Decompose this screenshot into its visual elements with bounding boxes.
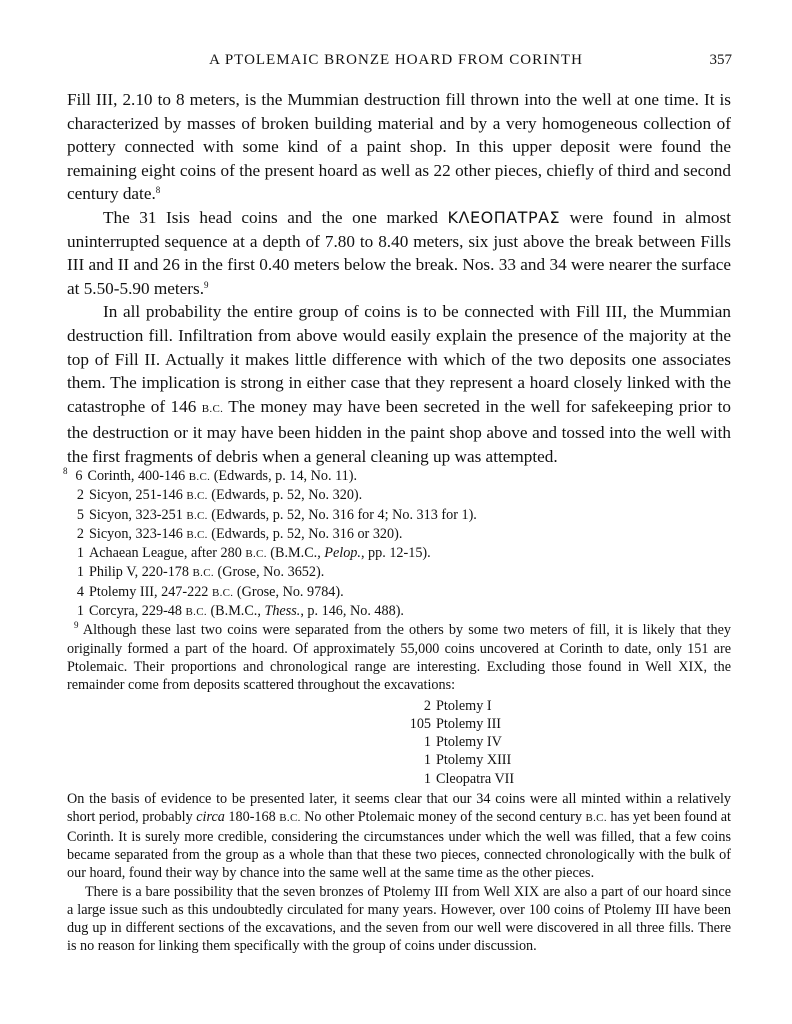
- coin-list-item: 2 Sicyon, 323-146 B.C. (Edwards, p. 52, No. 316 or 320).: [76, 525, 403, 542]
- coin-list-item: 5 Sicyon, 323-251 B.C. (Edwards, p. 52, No. 316 for 4; No. 313 for 1).: [76, 506, 477, 523]
- footnotes: [63, 466, 732, 956]
- paragraph-isis-coins: The 31 Isis head coins and the one marked ΚΛΕΟΠΑΤΡΑΣ were found in almost uninterrupted sequence at a depth of 7.80 to 8.40 meters, six just above the break between Fills III and II and 26 in the first 0.40 meters below the break. Nos. 33 and 34 were nearer the surface at 5.50-5.90 meters.$^9$: [67, 207, 731, 298]
- running-header: [0, 50, 792, 72]
- coin-list-item: 4 Ptolemy III, 247-222 B.C. (Grose, No. 9784).: [76, 583, 344, 600]
- ptolemaic-coin-table: [67, 697, 731, 788]
- footnote-mark-8: 8: [63, 466, 68, 476]
- footnote-8-coin-list: [63, 466, 731, 621]
- running-title: A PTOLEMAIC BRONZE HOARD FROM CORINTH: [209, 52, 583, 68]
- table-row: 2 Ptolemy I: [423, 697, 492, 714]
- coin-list-item: $^8$ 6 Corinth, 400-146 B.C. (Edwards, p. 14, No. 11).: [63, 466, 357, 484]
- footnote-9: $^9$ Although these last two coins were separated from the others by some two meters of fill, it is likely that they originally formed a part of the hoard. Of approximately 55,000 coins uncovered at Corinth to date, only 151 are Ptolemaic. Their proportions and chronological range are interesting. Excluding those found in Well XIX, the remainder come from deposits scattered throughout the excavations:: [67, 620, 732, 694]
- paragraph-hoard-context: In all probability the entire group of coins is to be connected with Fill III, the Mummian destruction fill. Infiltration from above would easily explain the presence of the majority at the top of Fill II. Actually it makes little difference with which of the two deposits one associates them. The implication is strong in either case that they represent a hoard closely linked with the catastrophe of 146 B.C. The money may have been secreted in the well for safekeeping prior to the destruction or it may have been hidden in the paint shop above and tossed into the well with the first fragments of debris when a general cleaning up was attempted.: [67, 302, 732, 466]
- footnote-9-continuation: On the basis of evidence to be presented later, it seems clear that our 34 coins were all minted within a relatively short period, probably circa 180-168 B.C. No other Ptolemaic money of the second century B.C. has yet been found at Corinth. It is surely more credible, considering the circumstances under which the well was filled, that a few coins became separated from the group as a whole than that these two pieces, connected chronologically with the bulk of our hoard, found their way by chance into the same well at the same time as the other pieces.: [67, 791, 731, 882]
- coin-list-item: 2 Sicyon, 251-146 B.C. (Edwards, p. 52, No. 320).: [76, 487, 363, 504]
- greek-legend: ΚΛΕΟΠΑΤΡΑΣ: [447, 207, 561, 227]
- coin-list-item: 1 Corcyra, 229-48 B.C. (B.M.C., Thess., p. 146, No. 488).: [76, 603, 404, 620]
- table-row: 1 Cleopatra VII: [423, 770, 515, 787]
- table-row: 1 Ptolemy XIII: [423, 752, 512, 769]
- main-text: [67, 88, 731, 469]
- footnote-ref-9: 9: [204, 279, 209, 290]
- page-number: 357: [709, 52, 732, 68]
- table-row: 105 Ptolemy III: [409, 715, 502, 732]
- table-row: 1 Ptolemy IV: [423, 734, 502, 751]
- footnote-ref-8: 8: [155, 185, 161, 196]
- paragraph-fill-iii: Fill III, 2.10 to 8 meters, is the Mummian destruction fill thrown into the well at one time. It is characterized by masses of broken building material and by a very homogeneous collection of pottery connected with some kind of a paint shop. In this upper deposit were found the remaining eight coins of the present hoard as well as 22 other pieces, chiefly of third and second century date.$^8$: [67, 90, 731, 204]
- coin-list-item: 1 Achaean League, after 280 B.C. (B.M.C., Pelop., pp. 12-15).: [76, 545, 431, 562]
- coin-list-item: 1 Philip V, 220-178 B.C. (Grose, No. 3652).: [76, 564, 325, 581]
- footnote-9-final-paragraph: There is a bare possibility that the seven bronzes of Ptolemy III from Well XIX are also a part of our hoard since a large issue such as this undoubtedly circulated for many years. However, over 100 coins of Ptolemy III have been dug up in different sections of the excavations, and the seven from our well were discovered in all three fills. There is no reason for linking them specifically with the group of coins under discussion.: [67, 883, 731, 955]
